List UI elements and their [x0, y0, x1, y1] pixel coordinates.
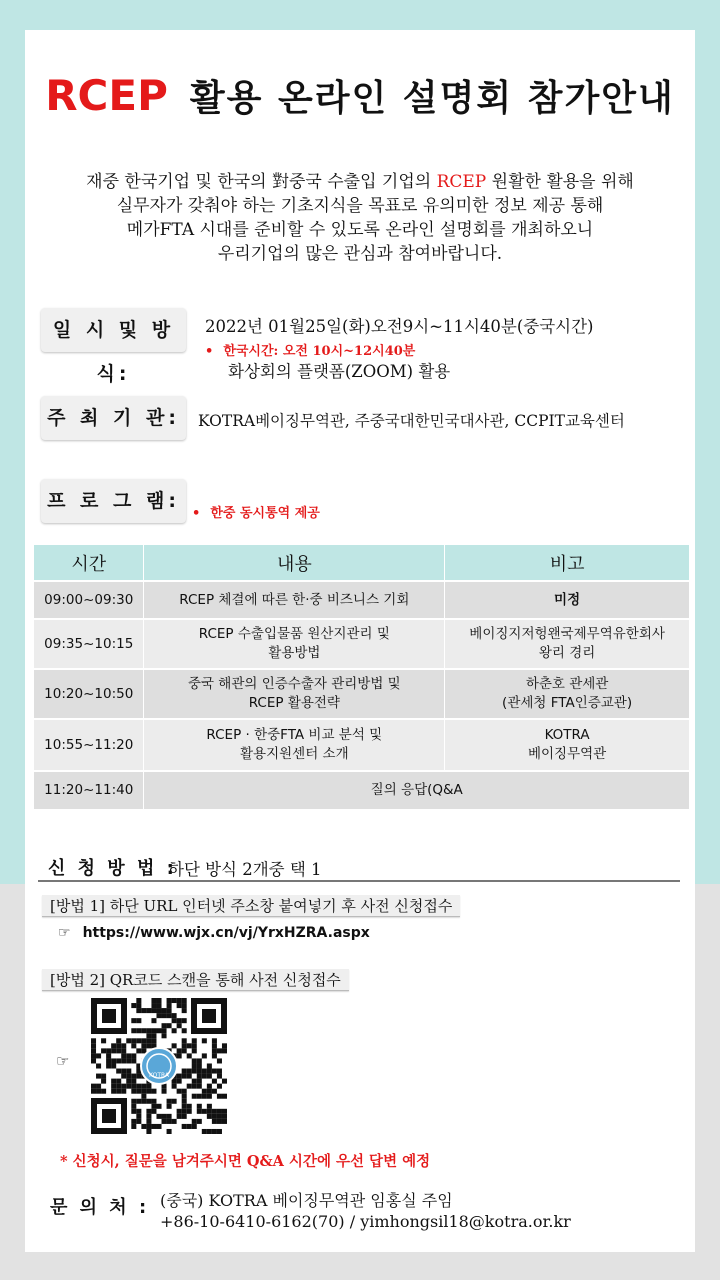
row-note — [445, 581, 690, 619]
row-note-line: 베이징지저헝왠국제무역유한회사 — [469, 626, 665, 642]
table-row — [34, 669, 690, 719]
intro-line3: 메가FTA 시대를 준비할 수 있도록 온라인 설명회를 개최하오니 — [126, 220, 594, 240]
intro-line1-red: RCEP — [436, 172, 487, 192]
row-time: 11:20~11:40 — [34, 771, 144, 809]
korea-time-note: • 한국시간: 오전 10시~12시40분 — [205, 340, 415, 359]
title-rest: 활용 온라인 설명회 참가안내 — [189, 78, 675, 119]
intro-line1-pre: 재중 한국기업 및 한국의 對중국 수출입 기업의 — [86, 172, 437, 192]
row-content-line: 질의 응답(Q&A — [370, 782, 463, 798]
table-row — [34, 581, 690, 619]
row-note-line: 베이징무역관 — [527, 746, 607, 762]
table-row — [34, 719, 690, 771]
row-note — [445, 719, 690, 771]
row-content-line: RCEP 체결에 따른 한·중 비즈니스 기회 — [179, 591, 410, 608]
schedule-label: 일 시 및 방 식: — [41, 308, 186, 352]
row-content-line: RCEP · 한중FTA 비교 분석 및 — [206, 727, 383, 743]
schedule-datetime: 2022년 01월25일(화)오전9시~11시40분(중국시간) — [205, 317, 594, 336]
table-row — [34, 619, 690, 669]
row-content-line: 중국 해관의 인증수출자 관리방법 및 — [187, 676, 401, 692]
row-time: 10:55~11:20 — [34, 719, 144, 771]
apply-url[interactable]: https://www.wjx.cn/vj/YrxHZRA.aspx — [82, 925, 370, 941]
row-content — [144, 669, 445, 719]
row-note-line: 왕리 경리 — [538, 645, 596, 661]
row-note-line: KOTRA — [544, 727, 590, 743]
row-note — [445, 669, 690, 719]
page-title — [0, 70, 720, 121]
program-note: • 한중 동시통역 제공 — [192, 502, 320, 521]
schedule-platform: 화상회의 플랫폼(ZOOM) 활용 — [228, 362, 451, 381]
intro-line1-post: 원활한 활용을 위해 — [486, 172, 634, 192]
method2-tag: [방법 2] QR코드 스캔을 통해 사전 신청접수 — [42, 969, 349, 991]
row-content-line: 활용방법 — [268, 645, 321, 661]
row-time: 10:20~10:50 — [34, 669, 144, 719]
divider — [38, 880, 680, 882]
contact-label: 문 의 처 : — [50, 1197, 150, 1218]
table-header-row — [34, 545, 690, 581]
intro-line2: 실무자가 갖춰야 하는 기초지식을 목표로 유의미한 정보 제공 통해 — [116, 196, 604, 216]
intro-text — [20, 170, 700, 266]
apply-note-text: 신청시, 질문을 남겨주시면 Q&A 시간에 우선 답변 예정 — [72, 1153, 431, 1170]
qr-code-icon[interactable] — [91, 998, 227, 1134]
contact-line1: (중국) KOTRA 베이징무역관 임홍실 주임 — [160, 1191, 453, 1210]
program-table — [34, 545, 690, 809]
row-content-line: 활용지원센터 소개 — [240, 746, 349, 762]
host-label: 주 최 기 관: — [41, 396, 186, 440]
header-note: 비고 — [445, 545, 690, 581]
method1-tag: [방법 1] 하단 URL 인터넷 주소창 붙여넣기 후 사전 신청접수 — [42, 895, 460, 917]
row-note-line: 하춘호 관세관 — [525, 676, 609, 692]
row-content — [144, 719, 445, 771]
header-content: 내용 — [144, 545, 445, 581]
row-note-line: (관세청 FTA인증교관) — [502, 695, 633, 711]
row-note-line: 미정 — [554, 591, 581, 608]
row-content — [144, 771, 690, 809]
row-time: 09:35~10:15 — [34, 619, 144, 669]
row-content-line: RCEP 수출입물품 원산지관리 및 — [198, 626, 390, 642]
row-note — [445, 619, 690, 669]
pointing-hand-icon: ☞ — [56, 1052, 70, 1070]
apply-value: 하단 방식 2개중 택 1 — [168, 860, 322, 879]
pointing-hand-icon: ☞ — [58, 925, 71, 941]
intro-line4: 우리기업의 많은 관심과 참여바랍니다. — [217, 244, 503, 264]
header-time: 시간 — [34, 545, 144, 581]
row-time: 09:00~09:30 — [34, 581, 144, 619]
apply-note: * 신청시, 질문을 남겨주시면 Q&A 시간에 우선 답변 예정 — [60, 1153, 431, 1170]
qr-logo-text: KOTRA — [148, 1072, 170, 1079]
row-content-line: RCEP 활용전략 — [248, 695, 340, 711]
contact-line2: +86-10-6410-6162(70) / yimhongsil18@kotra.or.kr — [160, 1212, 571, 1231]
row-content — [144, 581, 445, 619]
host-value: KOTRA베이징무역관, 주중국대한민국대사관, CCPIT교육센터 — [198, 412, 625, 430]
apply-label: 신 청 방 법 : — [48, 858, 177, 879]
apply-url-row — [58, 925, 370, 941]
title-rcep: RCEP — [45, 71, 168, 120]
row-content — [144, 619, 445, 669]
table-row — [34, 771, 690, 809]
program-label: 프 로 그 램: — [41, 479, 186, 523]
